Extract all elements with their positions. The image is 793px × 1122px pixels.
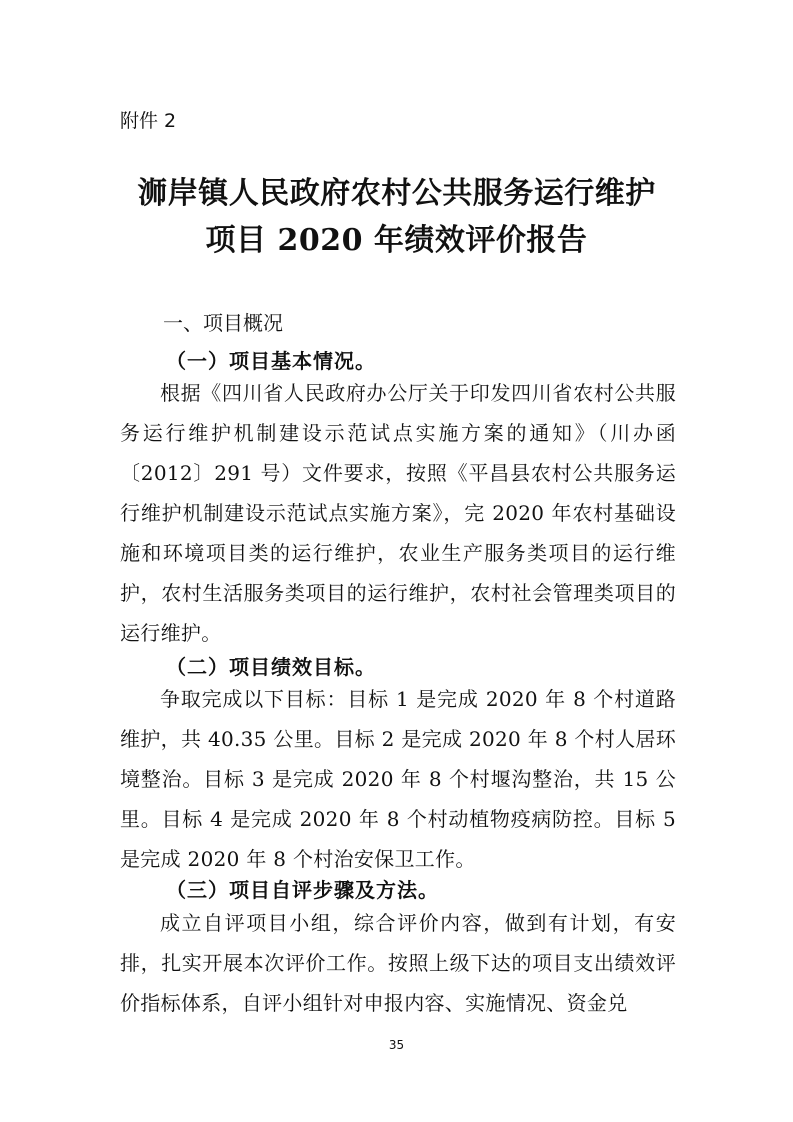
report-title-line-1: 浉岸镇人民政府农村公共服务运行维护 <box>137 176 656 211</box>
report-title-line-2: 项目 2020 年绩效评价报告 <box>205 223 588 258</box>
subsection-heading-performance-goals: （二）项目绩效目标。 <box>166 655 376 679</box>
paragraph-basic-info <box>120 373 676 653</box>
subsection-heading-basic-info: （一）项目基本情况。 <box>166 349 376 373</box>
paragraph-text: 争取完成以下目标：目标 1 是完成 2020 年 8 个村道路维护，共 40.35 公里。目标 2 是完成 2020 年 8 个村人居环境整治。目标 3 是完成 2020 年 8 个村堰沟整治，共 15 公里。目标 4 是完成 2020 年 8 个村动植物疫病防控。目标 5 是完成 2020 年 8 个村治安保卫工作。 <box>120 687 676 871</box>
attachment-label: 附件 2 <box>120 110 177 132</box>
subsection-heading-self-evaluation: （三）项目自评步骤及方法。 <box>166 878 439 902</box>
section-heading-overview: 一、项目概况 <box>163 311 283 335</box>
paragraph-performance-goals <box>120 679 676 879</box>
paragraph-text: 成立自评项目小组，综合评价内容，做到有计划，有安排，扎实开展本次评价工作。按照上级下达的项目支出绩效评价指标体系，自评小组针对申报内容、实施情况、资金兑 <box>120 911 676 1015</box>
page-number: 35 <box>388 1038 405 1052</box>
paragraph-text: 根据《四川省人民政府办公厅关于印发四川省农村公共服务运行维护机制建设示范试点实施方案的通知》（川办函〔2012〕291 号）文件要求，按照《平昌县农村公共服务运行维护机制建设示范试点实施方案》，完 2020 年农村基础设施和环境项目类的运行维护，农业生产服务类项目的运行维护，农村生活服务类项目的运行维护，农村社会管理类项目的运行维护。 <box>120 381 676 645</box>
paragraph-self-evaluation <box>120 903 676 1023</box>
